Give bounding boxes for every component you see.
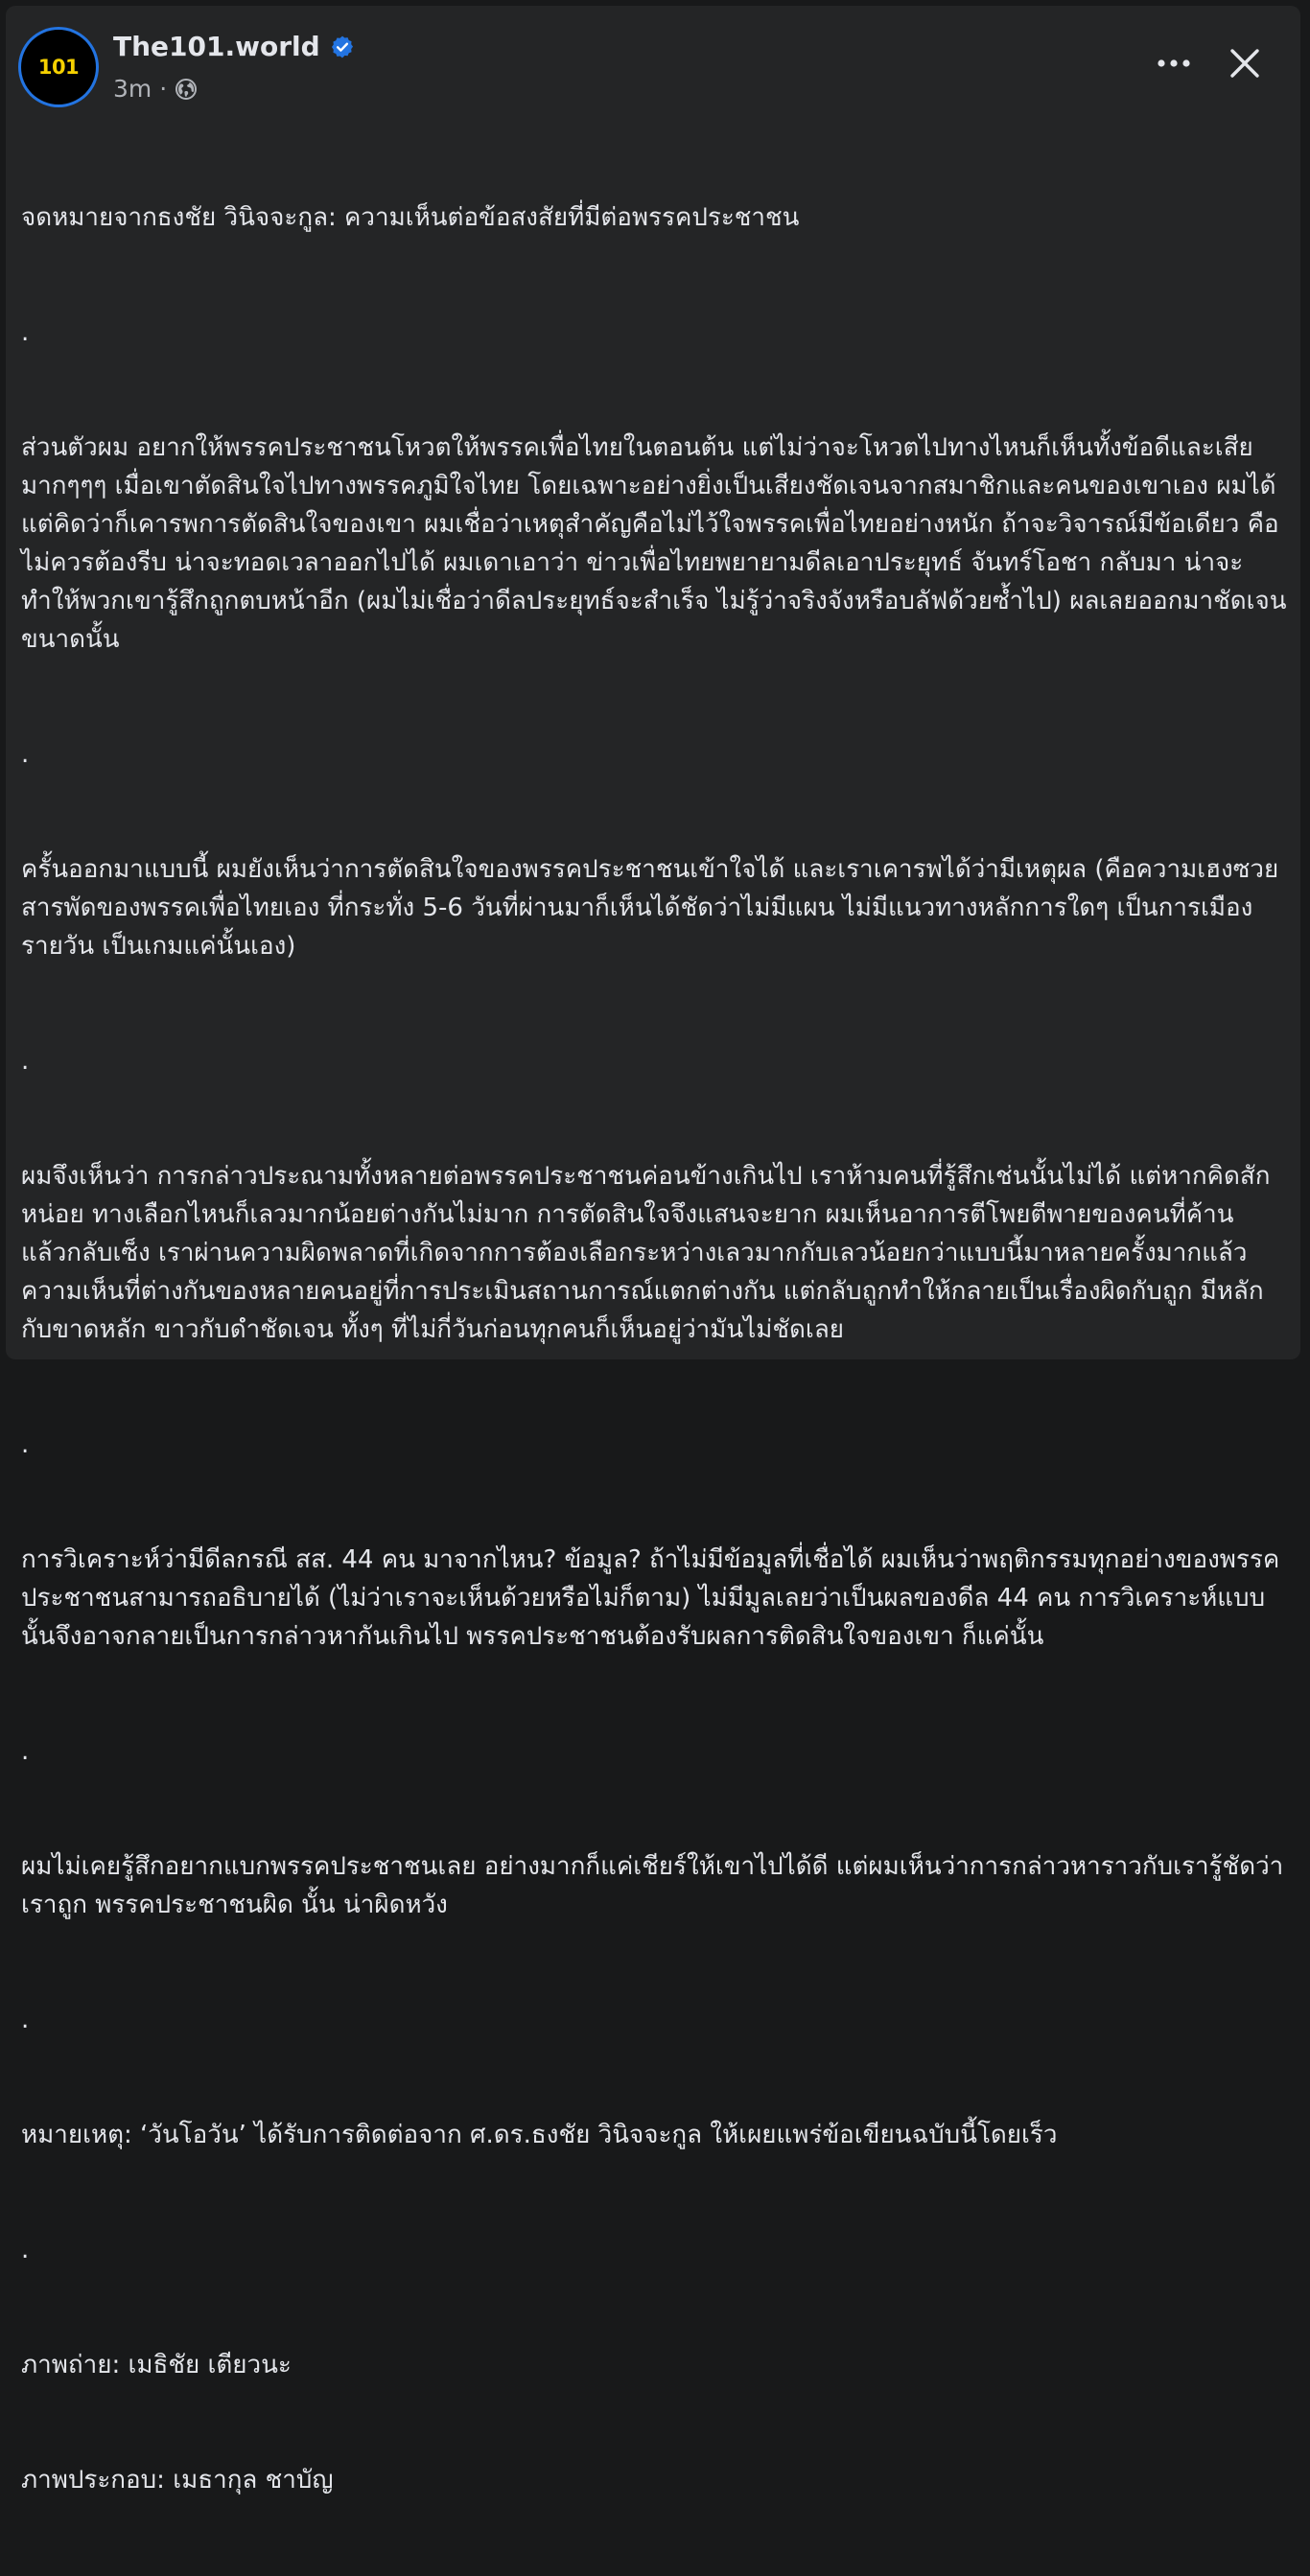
paragraph: ครั้นออกมาแบบนี้ ผมยังเห็นว่าการตัดสินใจของพรรคประชาชนเข้าใจได้ และเราเคารพได้ว่ามีเหตุผล (คือความเฮงซวยสารพัดของพรรคเพื่อไทยเอง ที่กระทั่ง 5-6 วันที่ผ่านมาก็เห็นได้ชัดว่าไม่มีแผน ไม่มีแนวทางหลักการใดๆ เป็นการเมืองรายวัน เป็นเกมแค่นั้นเอง)	[21, 855, 1279, 961]
post-text	[21, 122, 1287, 2576]
post-title-line: จดหมายจากธงชัย วินิจจะกูล: ความเห็นต่อข้อสงสัยที่มีต่อพรรคประชาชน	[21, 203, 800, 232]
avatar-logo-text: 101	[37, 56, 80, 79]
separator-dot: .	[21, 1430, 30, 1459]
post-header	[6, 6, 1300, 121]
paragraph: ผมไม่เคยรู้สึกอยากแบกพรรคประชาชนเลย อย่างมากก็แค่เชียร์ให้เขาไปได้ดี แต่ผมเห็นว่าการกล่าวหาราวกับเรารู้ชัดว่าเราถูก พรรคประชาชนผิด นั้น น่าผิดหวัง	[21, 1852, 1284, 1919]
separator-dot: .	[21, 740, 30, 769]
more-options-icon	[1157, 58, 1191, 68]
meta-separator: ·	[159, 75, 168, 103]
close-icon	[1229, 48, 1260, 79]
page-name[interactable]	[113, 31, 355, 62]
page-avatar[interactable]	[21, 30, 96, 104]
more-options-button[interactable]	[1151, 44, 1197, 82]
separator-dot: .	[21, 2236, 30, 2264]
globe-icon[interactable]	[175, 78, 198, 101]
paragraph: ผมจึงเห็นว่า การกล่าวประณามทั้งหลายต่อพรรคประชาชนค่อนข้างเกินไป เราห้ามคนที่รู้สึกเช่นนั้นไม่ได้ แต่หากคิดสักหน่อย ทางเลือกไหนก็เลวมากน้อยต่างกันไม่มาก การตัดสินใจจึงแสนจะยาก ผมเห็นอาการตีโพยตีพายของคนที่ค้านแล้วกลับเซ็ง เราผ่านความผิดพลาดที่เกิดจากการต้องเลือกระหว่างเลวมากกับเลวน้อยกว่าแบบนี้มาหลายครั้งมากแล้ว ความเห็นที่ต่างกันของหลายคนอยู่ที่การประเมินสถานการณ์แตกต่างกัน แต่กลับถูกทำให้กลายเป็นเรื่องผิดกับถูก มีหลักกับขาดหลัก ขาวกับดำชัดเจน ทั้งๆ ที่ไม่กี่วันก่อนทุกคนก็เห็นอยู่ว่ามันไม่ชัดเลย	[21, 1162, 1271, 1344]
note-paragraph: หมายเหตุ: ‘วันโอวัน’ ได้รับการติดต่อจาก ศ.ดร.ธงชัย วินิจจะกูล ให้เผยแพร่ข้อเขียนฉบับนี้โดยเร็ว	[21, 2121, 1058, 2149]
photo-credit: ภาพถ่าย: เมธิชัย เตียวนะ	[21, 2351, 292, 2379]
separator-dot: .	[21, 318, 30, 347]
close-button[interactable]	[1222, 40, 1268, 86]
post-card	[6, 6, 1300, 2495]
paragraph: ส่วนตัวผม อยากให้พรรคประชาชนโหวตให้พรรคเพื่อไทยในตอนต้น แต่ไม่ว่าจะโหวตไปทางไหนก็เห็นทั้งข้อดีและเสียมากๆๆๆ เมื่อเขาตัดสินใจไปทางพรรคภูมิใจไทย โดยเฉพาะอย่างยิ่งเป็นเสียงชัดเจนจากสมาชิกและคนของเขาเอง ผมได้แต่คิดว่าก็เคารพการตัดสินใจของเขา ผมเชื่อว่าเหตุสำคัญคือไม่ไว้ใจพรรคเพื่อไทยอย่างหนัก ถ้าจะวิจารณ์มีข้อเดียว คือไม่ควรต้องรีบ น่าจะทอดเวลาออกไปได้ ผมเดาเอาว่า ข่าวเพื่อไทยพยายามดีลเอาประยุทธ์ จันทร์โอชา กลับมา น่าจะทำให้พวกเขารู้สึกถูกตบหน้าอีก (ผมไม่เชื่อว่าดีลประยุทธ์จะสำเร็จ ไม่รู้ว่าจริงจังหรือบลัฟด้วยซ้ำไป) ผลเลยออกมาชัดเจนขนาดนั้น	[21, 433, 1287, 654]
post-meta	[113, 75, 198, 103]
illustration-credit: ภาพประกอบ: เมธากุล ชาบัญ	[21, 2466, 334, 2495]
paragraph: การวิเคราะห์ว่ามีดีลกรณี สส. 44 คน มาจากไหน? ข้อมูล? ถ้าไม่มีข้อมูลที่เชื่อได้ ผมเห็นว่าพฤติกรรมทุกอย่างของพรรคประชาชนสามารถอธิบายได้ (ไม่ว่าเราจะเห็นด้วยหรือไม่ก็ตาม) ไม่มีมูลเลยว่าเป็นผลของดีล 44 คน การวิเคราะห์แบบนั้นจึงอาจกลายเป็นการกล่าวหากันเกินไป พรรคประชาชนต้องรับผลการติดสินใจของเขา ก็แค่นั้น	[21, 1545, 1280, 1651]
separator-dot: .	[21, 2006, 30, 2034]
verified-badge-icon	[330, 35, 355, 59]
post-timestamp[interactable]: 3m	[113, 75, 152, 103]
page-name-label[interactable]: The101.world	[113, 31, 320, 62]
separator-dot: .	[21, 1047, 30, 1076]
separator-dot: .	[21, 1737, 30, 1766]
